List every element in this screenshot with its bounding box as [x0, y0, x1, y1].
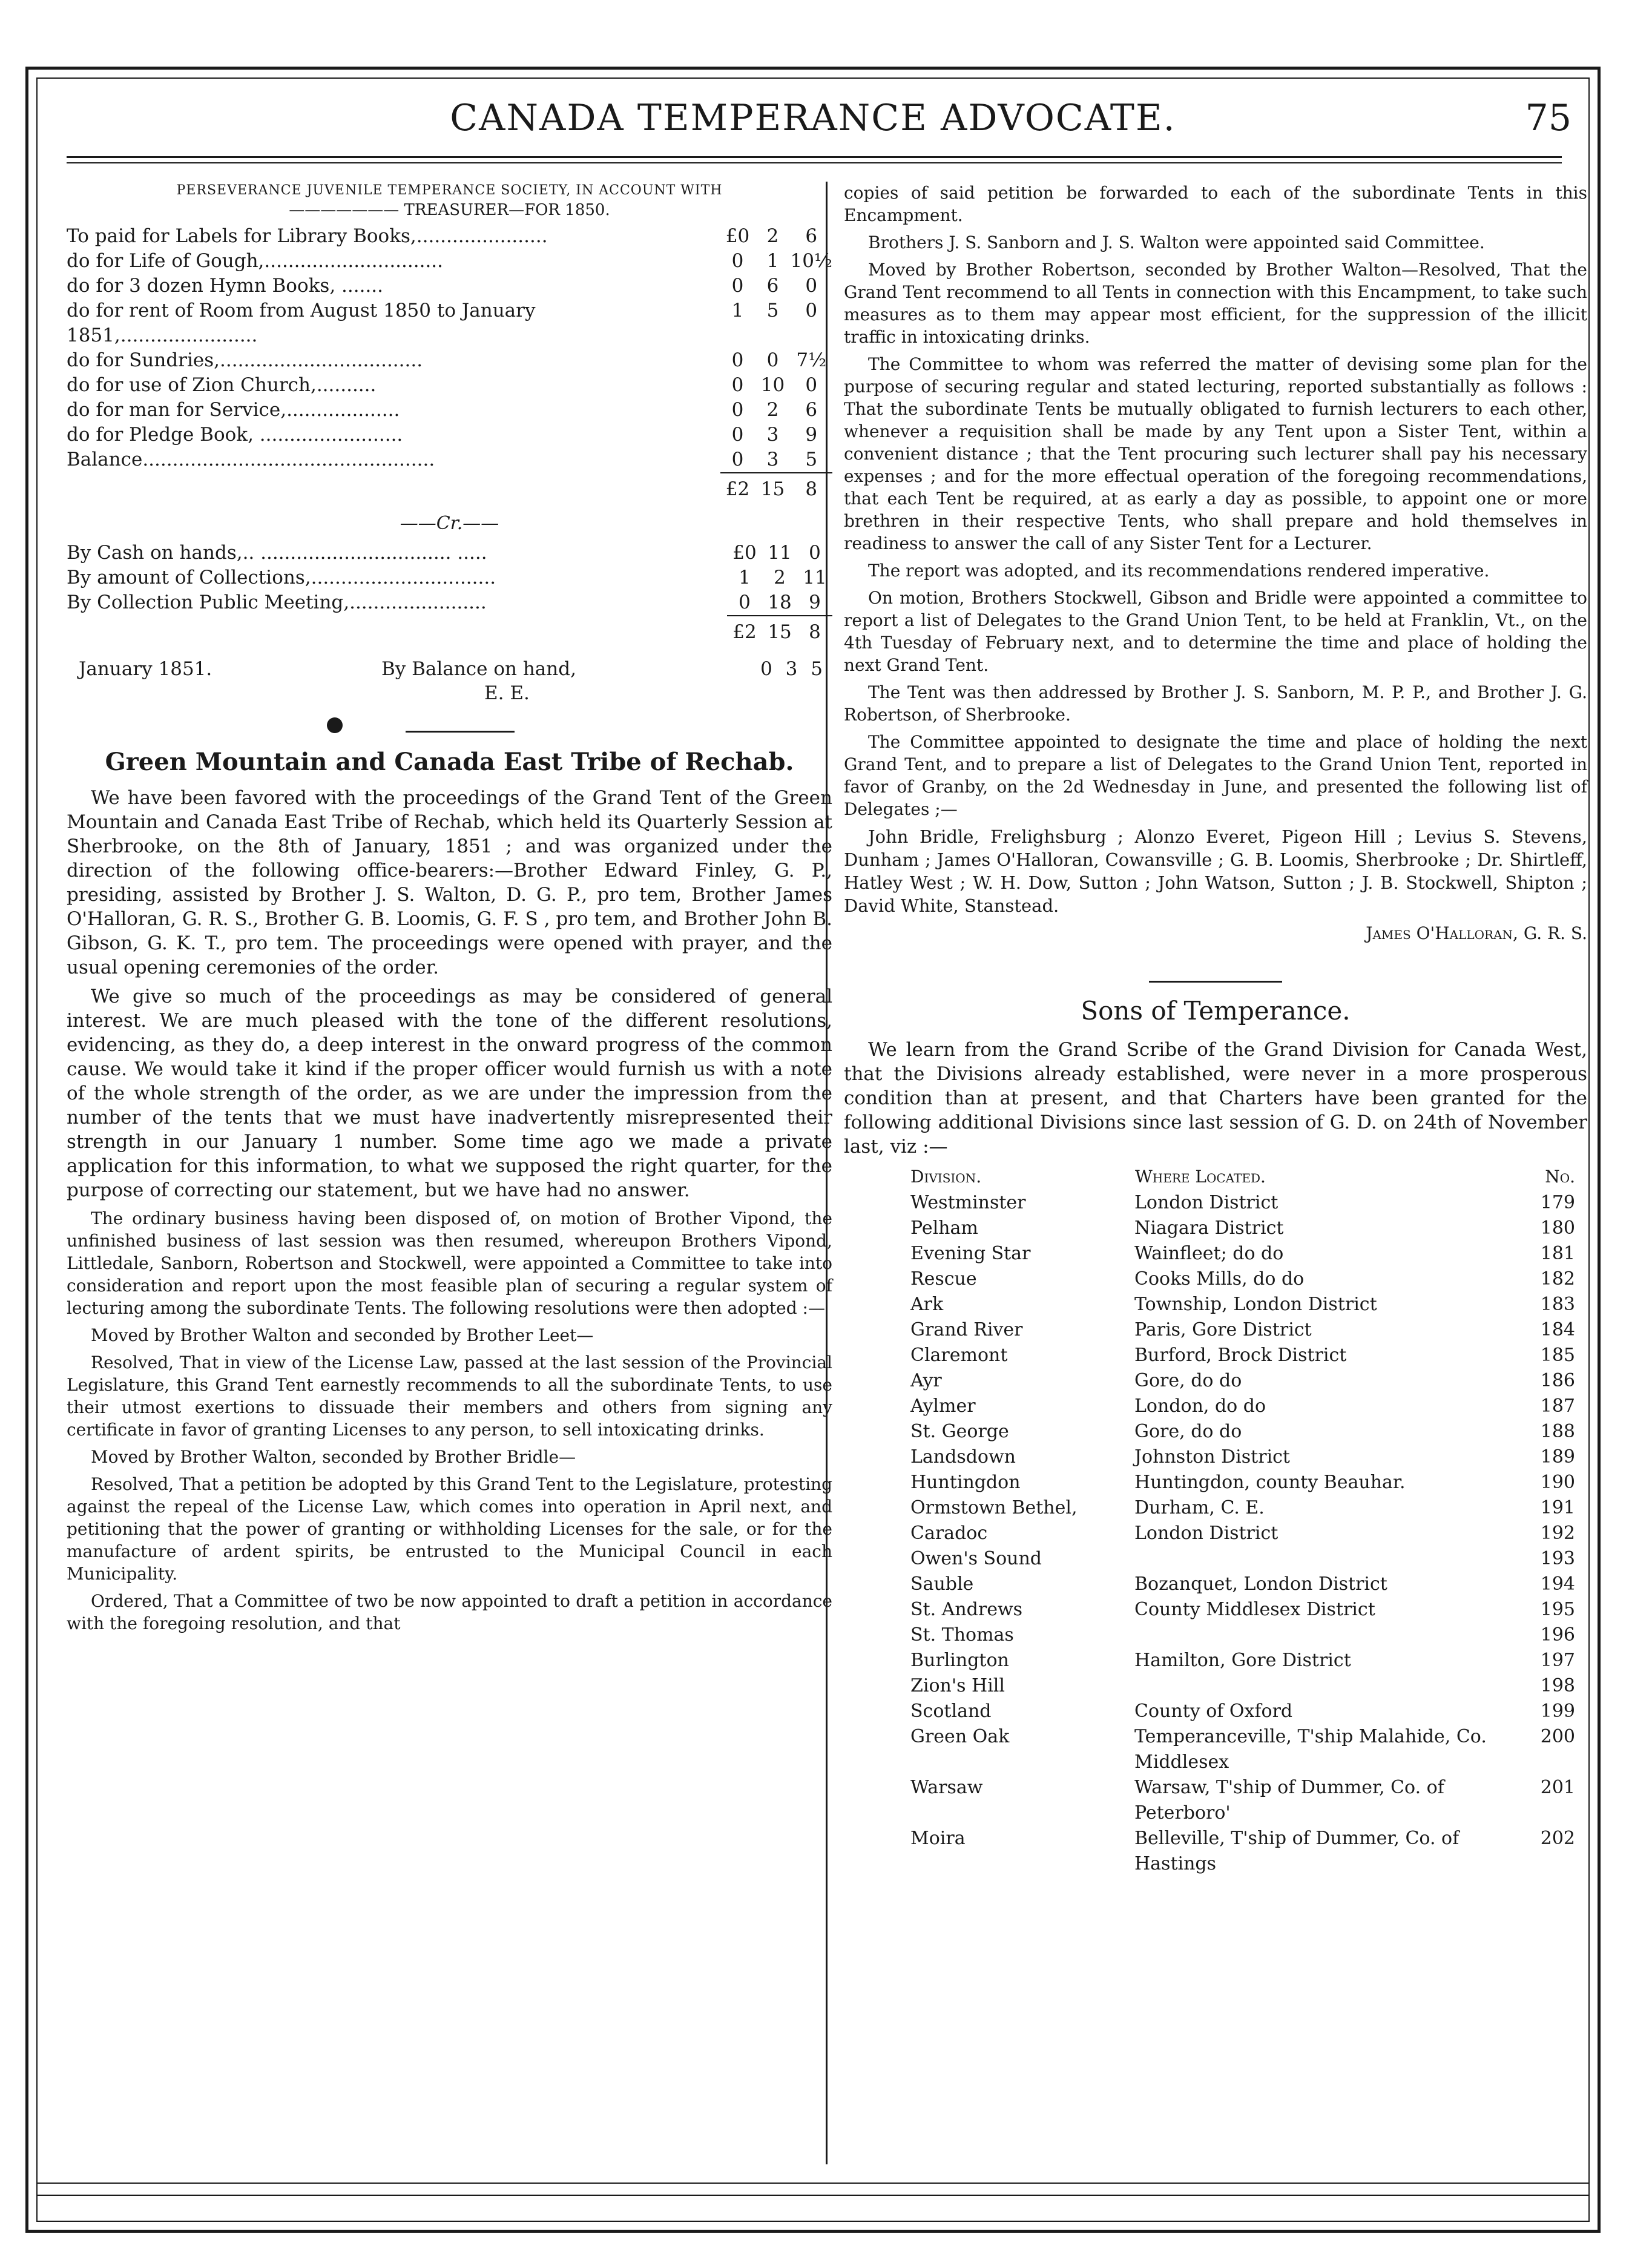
entry-pounds: 0	[731, 424, 744, 446]
division-number: 196	[1540, 1624, 1575, 1646]
entry-pounds: 0	[731, 275, 744, 297]
col-no-header: No.	[1545, 1167, 1575, 1187]
header-rule	[67, 156, 1562, 158]
division-name: Moira	[910, 1828, 966, 1849]
division-row	[844, 1241, 1587, 1267]
division-number: 187	[1540, 1395, 1575, 1417]
division-name: St. Thomas	[910, 1624, 1014, 1646]
masthead	[36, 97, 1590, 145]
entry-pounds: 0	[731, 399, 744, 421]
entry-pence: 6	[805, 225, 818, 247]
division-number: 201	[1540, 1777, 1575, 1798]
division-name: Scotland	[910, 1701, 992, 1722]
entry-shillings: 3	[766, 449, 779, 470]
entry-shillings: 10	[760, 374, 785, 396]
division-number: 181	[1540, 1243, 1575, 1264]
division-location: Township, London District	[1134, 1294, 1377, 1315]
division-name: Huntingdon	[910, 1472, 1021, 1493]
division-name: Grand River	[910, 1319, 1023, 1340]
division-number: 199	[1540, 1701, 1575, 1722]
division-name: Burlington	[910, 1650, 1009, 1671]
entry-description: By Cash on hands,.. ................................ .....	[67, 542, 487, 564]
entry-shillings: 6	[766, 275, 779, 297]
entry-shillings: 3	[766, 424, 779, 446]
division-name: Sauble	[910, 1573, 974, 1595]
debit-row	[67, 249, 832, 274]
debit-row	[67, 348, 832, 373]
credit-label: ——Cr.——	[400, 513, 499, 534]
division-location: Belleville, T'ship of Dummer, Co. of Hastings	[1134, 1828, 1459, 1874]
debit-row	[67, 447, 832, 473]
division-row	[844, 1597, 1587, 1623]
debit-row	[67, 298, 832, 348]
total-row	[67, 473, 832, 502]
entry-pounds: 1	[739, 567, 751, 588]
entry-pounds: 0	[731, 449, 744, 470]
debit-row	[67, 398, 832, 423]
entry-description: By amount of Collections,...............................	[67, 567, 496, 588]
total-pounds: £2	[720, 473, 755, 502]
division-location: Burford, Brock District	[1134, 1345, 1347, 1366]
division-location: Gore, do do	[1134, 1370, 1242, 1391]
division-location: London District	[1134, 1523, 1278, 1544]
entry-pounds: £0	[725, 225, 750, 247]
account-balance-amount: 0 3 5	[760, 658, 826, 680]
division-number: 180	[1540, 1217, 1575, 1239]
entry-shillings: 11	[768, 542, 792, 564]
division-row	[844, 1648, 1587, 1673]
debit-row	[67, 373, 832, 398]
account-initials: E. E.	[484, 682, 530, 704]
entry-pence: 10½	[790, 250, 832, 272]
entry-pence: 6	[805, 399, 818, 421]
total-shillings: 15	[755, 473, 791, 502]
division-number: 185	[1540, 1345, 1575, 1366]
division-name: Warsaw	[910, 1777, 983, 1798]
division-row	[844, 1368, 1587, 1394]
division-name: Pelham	[910, 1217, 978, 1239]
division-location: County Middlesex District	[1134, 1599, 1375, 1620]
entry-pounds: £0	[732, 542, 757, 564]
account-subheading: ——————— TREASURER—FOR 1850.	[289, 201, 610, 219]
debit-row	[67, 224, 832, 249]
entry-shillings: 18	[768, 591, 792, 613]
division-row	[844, 1572, 1587, 1597]
entry-description: do for man for Service,...................	[67, 399, 400, 421]
entry-shillings: 5	[766, 300, 779, 321]
division-name: Claremont	[910, 1345, 1008, 1366]
sons-heading: Sons of Temperance.	[1081, 996, 1351, 1026]
division-row	[844, 1495, 1587, 1521]
entry-shillings: 0	[766, 349, 779, 371]
entry-shillings: 2	[766, 225, 779, 247]
debit-row	[67, 423, 832, 447]
credit-row	[67, 590, 832, 616]
entry-pounds: 0	[731, 374, 744, 396]
entry-pence: 0	[805, 275, 818, 297]
division-row	[844, 1724, 1587, 1775]
division-name: St. George	[910, 1421, 1009, 1442]
left-column	[67, 182, 832, 1639]
division-location	[1134, 1673, 1490, 1699]
division-location: London District	[1134, 1192, 1278, 1213]
division-number: 192	[1540, 1523, 1575, 1544]
division-location: Paris, Gore District	[1134, 1319, 1312, 1340]
division-name: Owen's Sound	[910, 1548, 1042, 1569]
rechab-continued-4: The Committee to whom was referred the matter of devising some plan for the purpose of securing regular and stated lecturing, reported substantially as follows : That the subordinate Tents be mutually obligated to furnish lecturers to each other, whenever a requisition shall be made by any Tent upon a Sister Tent, within a convenient distance ; that the Tent procuring such lecturer shall pay his necessary expenses ; and for the more effectual operation of the foregoing recommendations, that each Tent be required, at as early a day as possible, to appoint one or more brethren in their respective Tents, who shall prepare and hold themselves in readiness to answer the call of any Sister Tent for a Lecturer.	[844, 354, 1587, 553]
division-location: Cooks Mills, do do	[1134, 1268, 1305, 1290]
division-name: Caradoc	[910, 1523, 988, 1544]
entry-description: do for Life of Gough,..............................	[67, 250, 444, 272]
rechab-paragraph-7: Resolved, That a petition be adopted by this Grand Tent to the Legislature, protesting against the repeal of the License Law, which comes into operation in April next, and petitioning that the power of granting or withholding Licenses for the sale, or for the manufacture of ardent spirits, be entrusted to the Municipal Council in each Municipality.	[67, 1474, 832, 1584]
entry-shillings: 2	[766, 399, 779, 421]
division-name: Rescue	[910, 1268, 977, 1290]
entry-pence: 9	[809, 591, 821, 613]
division-location: County of Oxford	[1134, 1701, 1293, 1722]
division-row	[844, 1699, 1587, 1724]
rechab-continued-3: Moved by Brother Robertson, seconded by Brother Walton—Resolved, That the Grand Tent recommend to all Tents in connection with this Encampment, to take such measures as to them may appear most efficient, for the suppression of the illicit traffic in intoxicating drinks.	[844, 260, 1587, 347]
entry-pence: 7½	[796, 349, 827, 371]
division-number: 197	[1540, 1650, 1575, 1671]
division-location: Huntingdon, county Beauhar.	[1134, 1472, 1406, 1493]
sons-intro: We learn from the Grand Scribe of the Grand Division for Canada West, that the Divisions already established, were never in a more prosperous condition than at present, and that Charters have been granted for the following additional Divisions since last session of G. D. on 24th of November last, viz :—	[844, 1039, 1587, 1158]
total-spacer	[67, 616, 727, 645]
division-location: Wainfleet; do do	[1134, 1243, 1284, 1264]
entry-description: do for Pledge Book, ........................	[67, 424, 403, 446]
entry-shillings: 2	[774, 567, 786, 588]
division-number: 184	[1540, 1319, 1575, 1340]
division-number: 179	[1540, 1192, 1575, 1213]
division-name: Landsdown	[910, 1446, 1016, 1468]
division-location: Gore, do do	[1134, 1421, 1242, 1442]
division-name: Ayr	[910, 1370, 942, 1391]
division-name: Ark	[910, 1294, 944, 1315]
division-name: Evening Star	[910, 1243, 1031, 1264]
rechab-continued-8: The Committee appointed to designate the time and place of holding the next Grand Tent, and to prepare a list of Delegates to the Grand Union Tent, reported in favor of Granby, on the 2d Wednesday in June, and presented the following list of Delegates ;—	[844, 732, 1587, 819]
entry-pence: 0	[805, 374, 818, 396]
division-row	[844, 1292, 1587, 1317]
entry-pence: 11	[803, 567, 827, 588]
rechab-paragraph-6: Moved by Brother Walton, seconded by Brother Bridle—	[91, 1447, 576, 1467]
division-number: 194	[1540, 1573, 1575, 1595]
rechab-continued-1: copies of said petition be forwarded to each of the subordinate Tents in this Encampment.	[844, 183, 1587, 225]
rechab-continued-2: Brothers J. S. Sanborn and J. S. Walton were appointed said Committee.	[868, 232, 1485, 252]
division-number: 195	[1540, 1599, 1575, 1620]
entry-description: To paid for Labels for Library Books,......................	[67, 225, 548, 247]
footer-rule-2	[36, 2195, 1590, 2196]
division-name: St. Andrews	[910, 1599, 1023, 1620]
division-location: Temperanceville, T'ship Malahide, Co. Middlesex	[1134, 1726, 1487, 1773]
division-number: 183	[1540, 1294, 1575, 1315]
col-where-header: Where Located.	[1135, 1167, 1266, 1187]
entry-shillings: 1	[766, 250, 779, 272]
division-number: 202	[1540, 1828, 1575, 1849]
credit-table	[67, 541, 832, 645]
total-pence: 8	[797, 616, 832, 645]
entry-description: By Collection Public Meeting,.......................	[67, 591, 487, 613]
division-number: 190	[1540, 1472, 1575, 1493]
division-number: 198	[1540, 1675, 1575, 1696]
division-location: Warsaw, T'ship of Dummer, Co. of Peterboro'	[1134, 1777, 1444, 1823]
entry-pounds: 0	[731, 250, 744, 272]
division-row	[844, 1190, 1587, 1216]
division-row	[844, 1673, 1587, 1699]
division-location	[1134, 1546, 1490, 1572]
col-division-header: Division.	[910, 1167, 982, 1187]
entry-pounds: 1	[731, 300, 744, 321]
credit-row	[67, 541, 832, 565]
account-footer	[67, 657, 832, 717]
total-pence: 8	[791, 473, 833, 502]
division-location: Johnston District	[1134, 1446, 1290, 1468]
division-number: 188	[1540, 1421, 1575, 1442]
debit-row	[67, 274, 832, 298]
account-heading: PERSEVERANCE JUVENILE TEMPERANCE SOCIETY, IN ACCOUNT WITH	[176, 183, 723, 198]
entry-pence: 0	[809, 542, 821, 564]
division-name: Aylmer	[910, 1395, 976, 1417]
entry-pounds: 0	[731, 349, 744, 371]
division-row	[844, 1445, 1587, 1470]
division-row	[844, 1216, 1587, 1241]
credit-row	[67, 565, 832, 590]
total-spacer	[67, 473, 720, 502]
entry-pence: 0	[805, 300, 818, 321]
division-location	[1134, 1623, 1490, 1648]
entry-pence: 5	[805, 449, 818, 470]
division-row	[844, 1826, 1587, 1877]
signature: James O'Halloran, G. R. S.	[1366, 923, 1587, 943]
account-section	[67, 182, 832, 742]
rechab-paragraph-8: Ordered, That a Committee of two be now appointed to draft a petition in accordance with the foregoing resolution, and that	[67, 1591, 832, 1633]
division-location: Niagara District	[1134, 1217, 1284, 1239]
division-location: London, do do	[1134, 1395, 1266, 1417]
division-row	[844, 1394, 1587, 1419]
rechab-heading: Green Mountain and Canada East Tribe of Rechab.	[105, 748, 794, 776]
division-row	[844, 1546, 1587, 1572]
entry-description: do for 3 dozen Hymn Books, .......	[67, 275, 384, 297]
section-divider	[1149, 981, 1282, 983]
debit-table	[67, 224, 832, 502]
division-number: 200	[1540, 1726, 1575, 1747]
division-location: Bozanquet, London District	[1134, 1573, 1387, 1595]
entry-description: do for use of Zion Church,..........	[67, 374, 377, 396]
division-number: 193	[1540, 1548, 1575, 1569]
entry-description: Balance.................................................	[67, 449, 435, 470]
division-name: Westminster	[910, 1192, 1026, 1213]
account-balance-label: By Balance on hand,	[381, 658, 576, 680]
rechab-paragraph-2: We give so much of the proceedings as may be considered of general interest. We are much pleased with the tone of the different resolutions, evidencing, as they do, a deep interest in the onward progress of the common cause. We would take it kind if the proper officer would furnish us with a note of the whole strength of the order, as we are under the impression from the number of the tents that we must have inadvertently misrepresented their strength in our January 1 number. Some time ago we made a private application for this information, to what we supposed the right quarter, for the purpose of correcting our statement, but we have had no answer.	[67, 986, 832, 1201]
division-row	[844, 1623, 1587, 1648]
divisions-table	[844, 1164, 1587, 1877]
division-row	[844, 1267, 1587, 1292]
footer-rule	[36, 2183, 1590, 2184]
division-row	[844, 1343, 1587, 1368]
division-row	[844, 1775, 1587, 1826]
division-row	[844, 1317, 1587, 1343]
division-location: Hamilton, Gore District	[1134, 1650, 1351, 1671]
page-number: 75	[1525, 97, 1571, 139]
rechab-continued-7: The Tent was then addressed by Brother J. S. Sanborn, M. P. P., and Brother J. G. Robertson, of Sherbrooke.	[844, 682, 1587, 725]
rechab-paragraph-3: The ordinary business having been disposed of, on motion of Brother Vipond, the unfinished business of last session was then resumed, whereupon Brothers Vipond, Littledale, Sanborn, Robertson and Stockwell, were appointed a Committee to take into consideration and report upon the most feasible plan of securing a regular system of lecturing among the subordinate Tents. The following resolutions were then adopted :—	[67, 1208, 832, 1318]
rechab-paragraph-5: Resolved, That in view of the License Law, passed at the last session of the Provincial Legislature, this Grand Tent earnestly recommends to all the subordinate Tents, to use their utmost exertions to dissuade their members and others from signing any certificate in favor of granting Licenses to any person, to sell intoxicating drinks.	[67, 1352, 832, 1440]
short-rule	[406, 731, 515, 733]
header-rule-thin	[67, 162, 1562, 163]
division-name: Zion's Hill	[910, 1675, 1005, 1696]
division-number: 191	[1540, 1497, 1575, 1518]
division-name: Ormstown Bethel,	[910, 1497, 1078, 1518]
delegates-list: John Bridle, Frelighsburg ; Alonzo Everet, Pigeon Hill ; Levius S. Stevens, Dunham ; James O'Halloran, Cowansville ; G. B. Loomis, Sherbrooke ; Dr. Shirtleff, Hatley West ; W. H. Dow, Sutton ; John Watson, Sutton ; J. B. Stockwell, Shipton ; David White, Stanstead.	[844, 826, 1587, 916]
entry-pence: 9	[805, 424, 818, 446]
division-number: 186	[1540, 1370, 1575, 1391]
division-row	[844, 1521, 1587, 1546]
total-row	[67, 616, 832, 645]
rechab-paragraph-1: We have been favored with the proceedings of the Grand Tent of the Green Mountain and Canada East Tribe of Rechab, which held its Quarterly Session at Sherbrooke, on the 8th of January, 1851 ; and was organized under the direction of the following office-bearers:—Brother Edward Finley, G. P., presiding, assisted by Brother J. S. Walton, D. G. P., pro tem, Brother James O'Halloran, G. R. S., Brother G. B. Loomis, G. F. S , pro tem, and Brother John B. Gibson, G. K. T., pro tem. The proceedings were opened with prayer, and the usual opening ceremonies of the order.	[67, 787, 832, 978]
division-number: 182	[1540, 1268, 1575, 1290]
division-location: Durham, C. E.	[1134, 1497, 1265, 1518]
entry-pounds: 0	[739, 591, 751, 613]
total-pounds: £2	[727, 616, 762, 645]
entry-description: do for Sundries,..................................	[67, 349, 423, 371]
division-name: Green Oak	[910, 1726, 1010, 1747]
bullet-ornament	[327, 717, 343, 733]
divisions-header-row	[844, 1164, 1587, 1190]
rechab-paragraph-4: Moved by Brother Walton and seconded by Brother Leet—	[91, 1325, 594, 1345]
ornament-row	[67, 717, 832, 742]
division-row	[844, 1419, 1587, 1445]
entry-description: do for rent of Room from August 1850 to January 1851,.......................	[67, 300, 536, 346]
rechab-continued-6: On motion, Brothers Stockwell, Gibson and Bridle were appointed a committee to report a list of Delegates to the Grand Union Tent, to be held at Franklin, Vt., on the 4th Tuesday of February next, and to determine the time and place of holding the next Grand Tent.	[844, 588, 1587, 675]
division-row	[844, 1470, 1587, 1495]
newspaper-title: CANADA TEMPERANCE ADVOCATE.	[450, 97, 1176, 139]
rechab-continued-5: The report was adopted, and its recommendations rendered imperative.	[868, 561, 1490, 581]
account-date: January 1851.	[79, 658, 212, 680]
right-column	[844, 182, 1587, 1877]
total-shillings: 15	[762, 616, 797, 645]
division-number: 189	[1540, 1446, 1575, 1468]
